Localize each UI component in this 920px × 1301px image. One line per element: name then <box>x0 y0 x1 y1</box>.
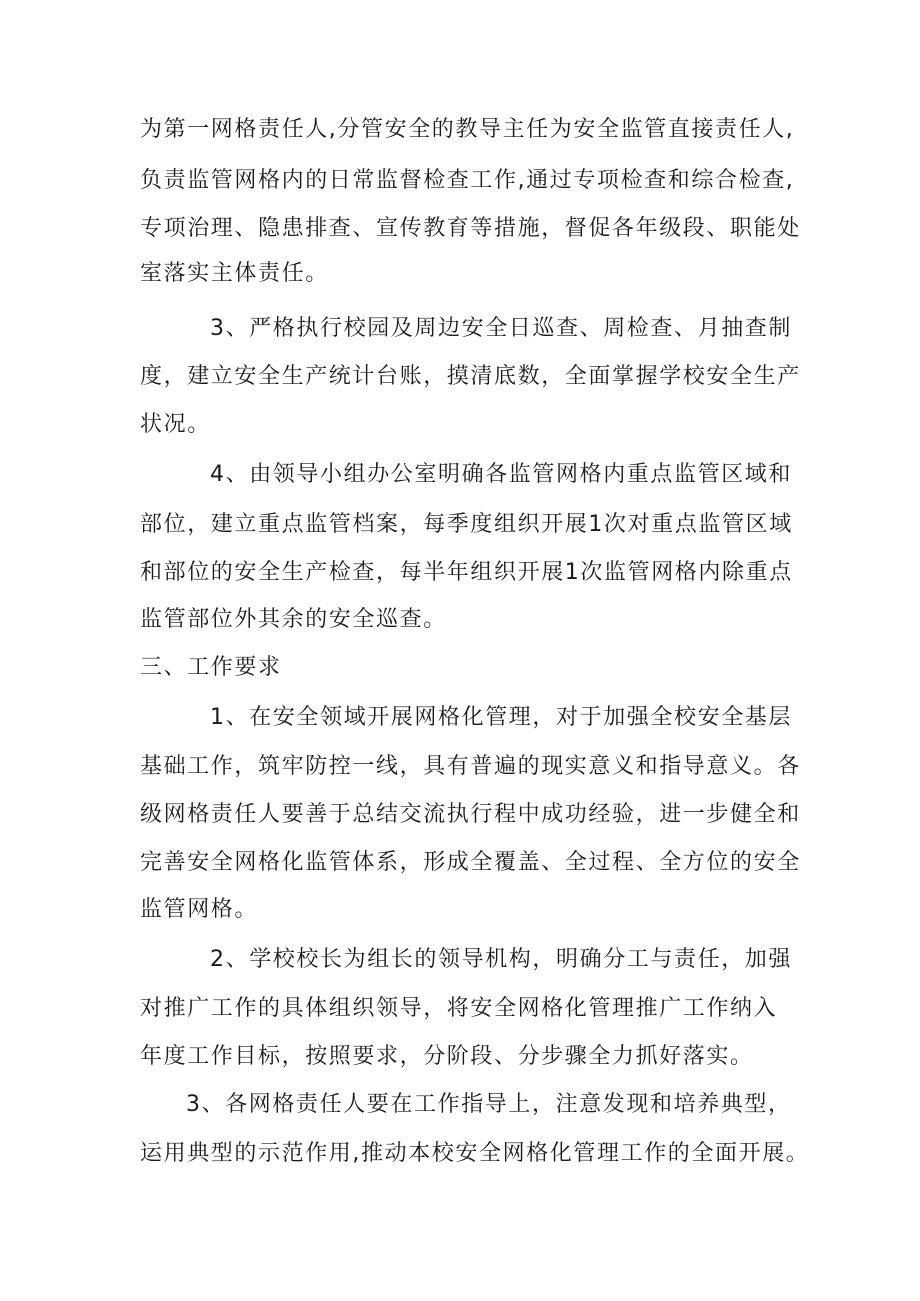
text-line: 监管网格。 <box>140 897 259 922</box>
text-line: 室落实主体责任。 <box>140 261 329 286</box>
text-line: 部位，建立重点监管档案，每季度组织开展1次对重点监管区域 <box>140 512 793 537</box>
text-line: 运用典型的示范作用,推动本校安全网格化管理工作的全面开展。 <box>140 1141 810 1166</box>
text-line: 1、在安全领域开展网格化管理，对于加强全校安全基层 <box>210 705 792 730</box>
text-line: 基础工作，筑牢防控一线，具有普遍的现实意义和指导意义。各 <box>140 754 801 779</box>
text-line: 级网格责任人要善于总结交流执行程中成功经验，进一步健全和 <box>140 802 801 827</box>
text-line: 2、学校校长为组长的领导机构，明确分工与责任，加强 <box>210 947 792 972</box>
section-heading: 三、工作要求 <box>140 655 282 680</box>
text-line: 和部位的安全生产检查，每半年组织开展1次监管网格内除重点 <box>140 560 793 585</box>
text-line: 专项治理、隐患排查、宣传教育等措施，督促各年级段、职能处 <box>140 216 801 241</box>
text-line: 4、由领导小组办公室明确各监管网格内重点监管区域和 <box>210 462 792 487</box>
text-line: 状况。 <box>140 412 211 437</box>
text-line: 度，建立安全生产统计台账，摸清底数，全面掌握学校安全生产 <box>140 364 801 389</box>
text-line: 负责监管网格内的日常监督检查工作,通过专项检查和综合检查, <box>140 168 795 193</box>
text-line: 对推广工作的具体组织领导，将安全网格化管理推广工作纳入 <box>140 996 778 1021</box>
text-line: 3、各网格责任人要在工作指导上，注意发现和培养典型， <box>186 1092 792 1117</box>
text-line: 年度工作目标，按照要求，分阶段、分步骤全力抓好落实。 <box>140 1044 754 1069</box>
text-line: 为第一网格责任人,分管安全的教导主任为安全监管直接责任人, <box>140 117 795 142</box>
text-line: 监管部位外其余的安全巡查。 <box>140 607 447 632</box>
text-line: 3、严格执行校园及周边安全日巡查、周检查、月抽查制 <box>210 316 792 341</box>
text-line: 完善安全网格化监管体系，形成全覆盖、全过程、全方位的安全 <box>140 850 801 875</box>
